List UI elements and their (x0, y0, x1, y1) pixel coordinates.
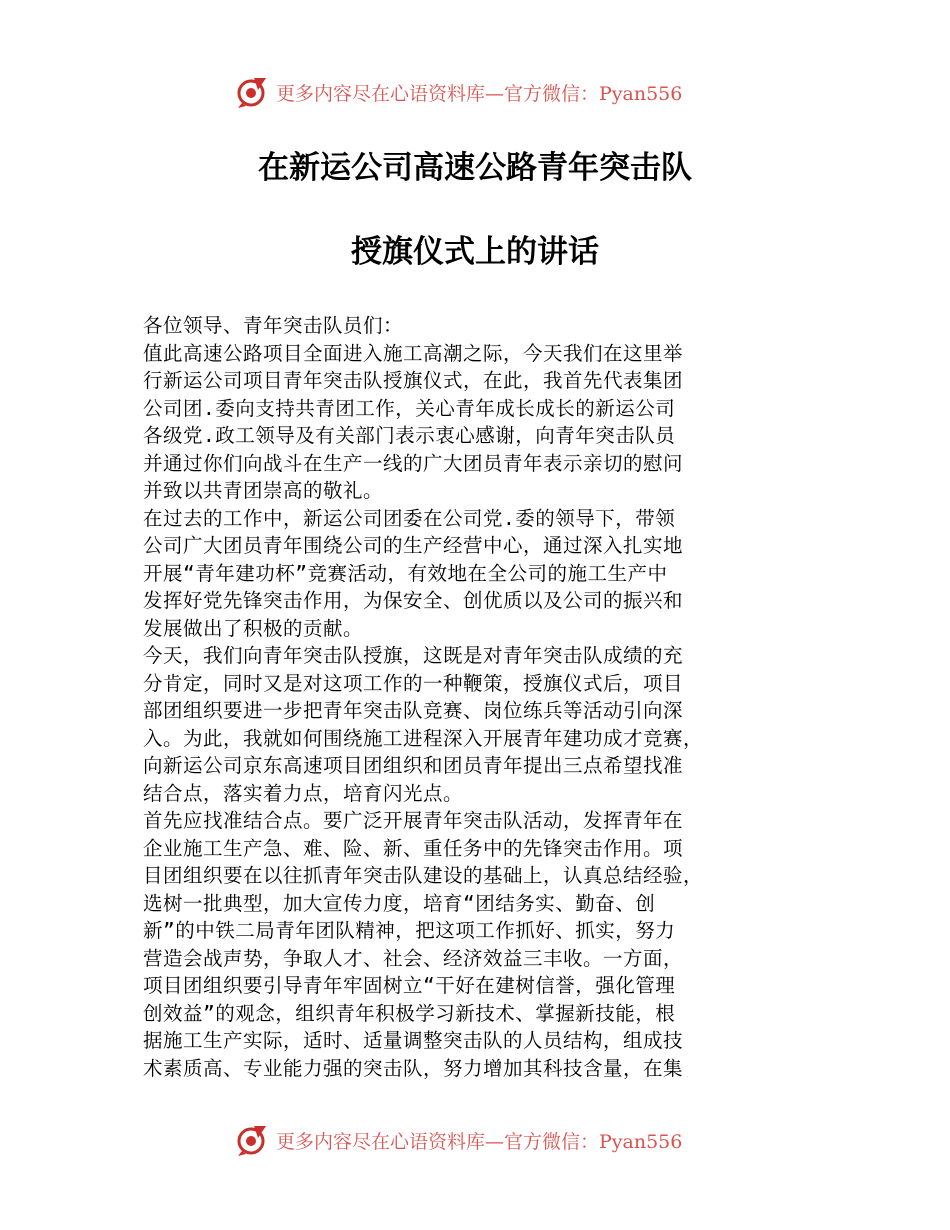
body-line: 公司团.委向支持共青团工作，关心青年成长成长的新运公司 (143, 396, 676, 420)
body-line: 结合点，落实着力点，培育闪光点。 (143, 781, 464, 805)
body-line: 并致以共青团崇高的敬礼。 (143, 479, 384, 502)
body-line: 目团组织要在以往抓青年突击队建设的基础上，认真总结经验， (143, 864, 704, 887)
banner-text: 更多内容尽在心语资料库—官方微信：Pyan556 (276, 82, 683, 105)
footer-watermark-banner (0, 1120, 950, 1160)
body-line: 今天，我们向青年突击队授旗，这既是对青年突击队成绩的充 (143, 644, 684, 667)
body-line: 新”的中铁二局青年团队精神，把这项工作抓好、抓实，努力 (143, 919, 676, 942)
body-line: 创效益”的观念，组织青年积极学习新技术、掌握新技能，根 (143, 1001, 676, 1025)
body-line: 在过去的工作中，新运公司团委在公司党.委的领导下，带领 (143, 506, 676, 530)
body-line: 发挥好党先锋突击作用，为保安全、创优质以及公司的振兴和 (143, 589, 684, 612)
body-line: 营造会战声势，争取人才、社会、经济效益三丰收。一方面， (143, 946, 684, 970)
body-line: 部团组织要进一步把青年突击队竞赛、岗位练兵等活动引向深 (143, 699, 684, 722)
body-line: 首先应找准结合点。要广泛开展青年突击队活动，发挥青年在 (143, 809, 684, 832)
body-line: 公司广大团员青年围绕公司的生产经营中心，通过深入扎实地 (143, 534, 684, 557)
body-line: 各级党.政工领导及有关部门表示衷心感谢，向青年突击队员 (143, 424, 676, 447)
document-title-line-1: 在新运公司高速公路青年突击队 (258, 150, 692, 186)
speech-body (143, 312, 813, 1082)
body-line: 并通过你们向战斗在生产一线的广大团员青年表示亲切的慰问 (143, 451, 684, 475)
body-line: 据施工生产实际，适时、适量调整突击队的人员结构，组成技 (143, 1029, 684, 1052)
body-line: 向新运公司京东高速项目团组织和团员青年提出三点希望找准 (143, 754, 684, 777)
document-title-line-2: 授旗仪式上的讲话 (351, 234, 599, 270)
body-line: 选树一批典型，加大宣传力度，培育“团结务实、勤奋、创 (143, 891, 656, 915)
body-line: 各位领导、青年突击队员们： (143, 314, 404, 337)
body-line: 值此高速公路项目全面进入施工高潮之际，今天我们在这里举 (143, 341, 684, 365)
body-line: 企业施工生产急、难、险、新、重任务中的先锋突击作用。项 (143, 836, 684, 860)
body-line: 行新运公司项目青年突击队授旗仪式，在此，我首先代表集团 (143, 369, 684, 392)
body-line: 开展“青年建功杯”竞赛活动，有效地在全公司的施工生产中 (143, 561, 668, 585)
body-line: 分肯定，同时又是对这项工作的一种鞭策，授旗仪式后，项目 (143, 671, 684, 695)
banner-text: 更多内容尽在心语资料库—官方微信：Pyan556 (276, 1130, 683, 1153)
logo-icon (236, 1123, 270, 1157)
body-line: 入。为此，我就如何围绕施工进程深入开展青年建功成才竞赛， (143, 726, 704, 750)
body-line: 项目团组织要引导青年牢固树立“干好在建树信誉，强化管理 (143, 974, 676, 997)
header-watermark-banner (0, 72, 950, 112)
logo-icon (236, 75, 270, 109)
body-line: 发展做出了积极的贡献。 (143, 616, 364, 640)
body-line: 术素质高、专业能力强的突击队，努力增加其科技含量，在集 (143, 1056, 684, 1080)
